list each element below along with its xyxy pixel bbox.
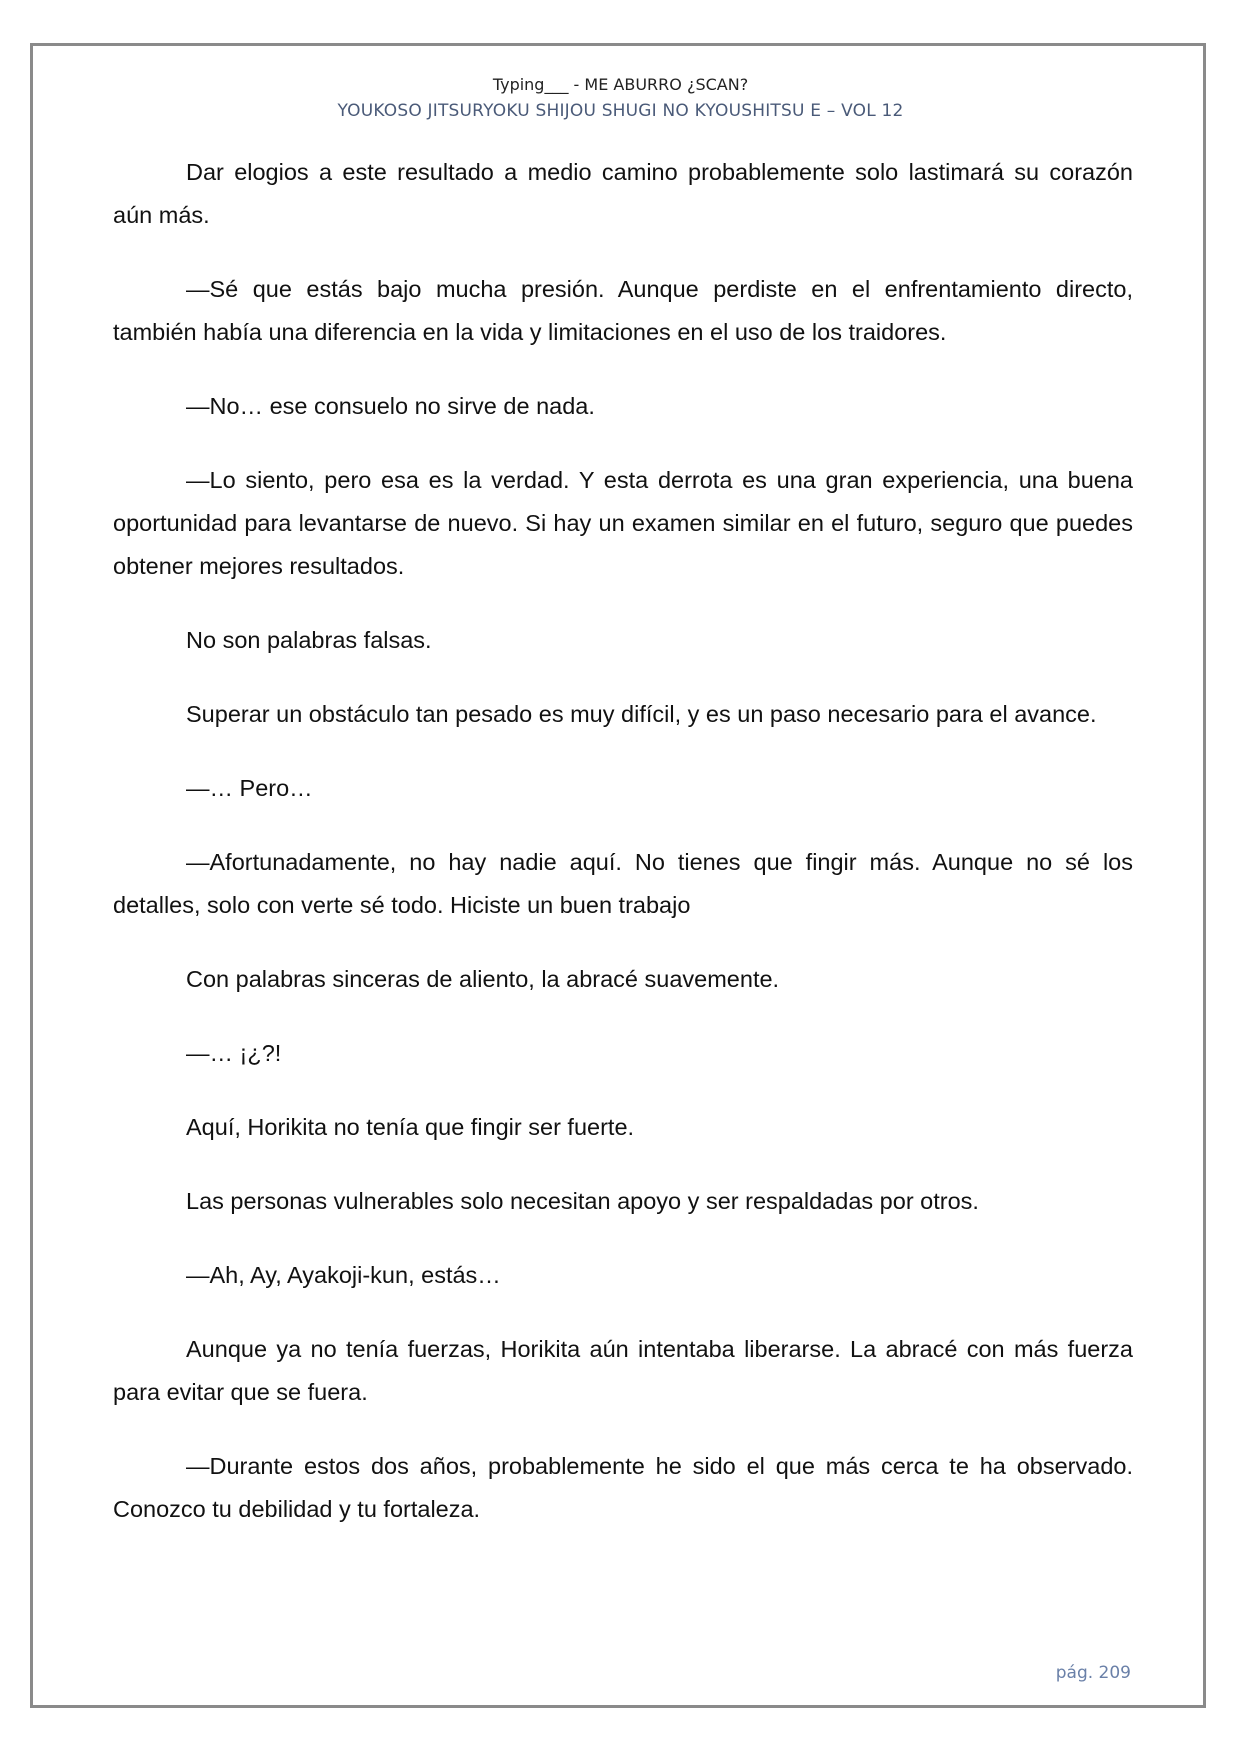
body-text	[113, 151, 1133, 1562]
paragraph: No son palabras falsas.	[186, 627, 432, 653]
paragraph: Las personas vulnerables solo necesitan apoyo y ser respaldadas por otros.	[186, 1188, 979, 1214]
page-number: pág. 209	[1055, 1663, 1131, 1683]
paragraph: Aunque ya no tenía fuerzas, Horikita aún intentaba liberarse. La abracé con más fuerza para evitar que se fuera.	[113, 1336, 1133, 1405]
paragraph: —… ¡¿?!	[186, 1040, 282, 1066]
paragraph: —Sé que estás bajo mucha presión. Aunque perdiste en el enfrentamiento directo, también había una diferencia en la vida y limitaciones en el uso de los traidores.	[113, 276, 1133, 345]
paragraph: Superar un obstáculo tan pesado es muy difícil, y es un paso necesario para el avance.	[186, 701, 1097, 727]
paragraph: —Lo siento, pero esa es la verdad. Y esta derrota es una gran experiencia, una buena oportunidad para levantarse de nuevo. Si hay un examen similar en el futuro, seguro que puedes obtener mejores resultados.	[113, 467, 1133, 579]
paragraph: Aquí, Horikita no tenía que fingir ser fuerte.	[186, 1114, 635, 1140]
header-credit: Typing___ - ME ABURRO ¿SCAN?	[492, 75, 749, 94]
paragraph: —Durante estos dos años, probablemente he sido el que más cerca te ha observado. Conozco tu debilidad y tu fortaleza.	[113, 1453, 1133, 1522]
paragraph: Con palabras sinceras de aliento, la abracé suavemente.	[186, 966, 780, 992]
paragraph: —Ah, Ay, Ayakoji-kun, estás…	[186, 1262, 501, 1288]
paragraph: —… Pero…	[186, 775, 313, 801]
page-header	[0, 72, 1241, 124]
paragraph: —No… ese consuelo no sirve de nada.	[186, 393, 595, 419]
paragraph: —Afortunadamente, no hay nadie aquí. No tienes que fingir más. Aunque no sé los detalles, solo con verte sé todo. Hiciste un buen trabajo	[113, 849, 1133, 918]
paragraph: Dar elogios a este resultado a medio camino probablemente solo lastimará su corazón aún más.	[113, 159, 1133, 228]
header-title: YOUKOSO JITSURYOKU SHIJOU SHUGI NO KYOUSHITSU E – VOL 12	[337, 101, 904, 121]
